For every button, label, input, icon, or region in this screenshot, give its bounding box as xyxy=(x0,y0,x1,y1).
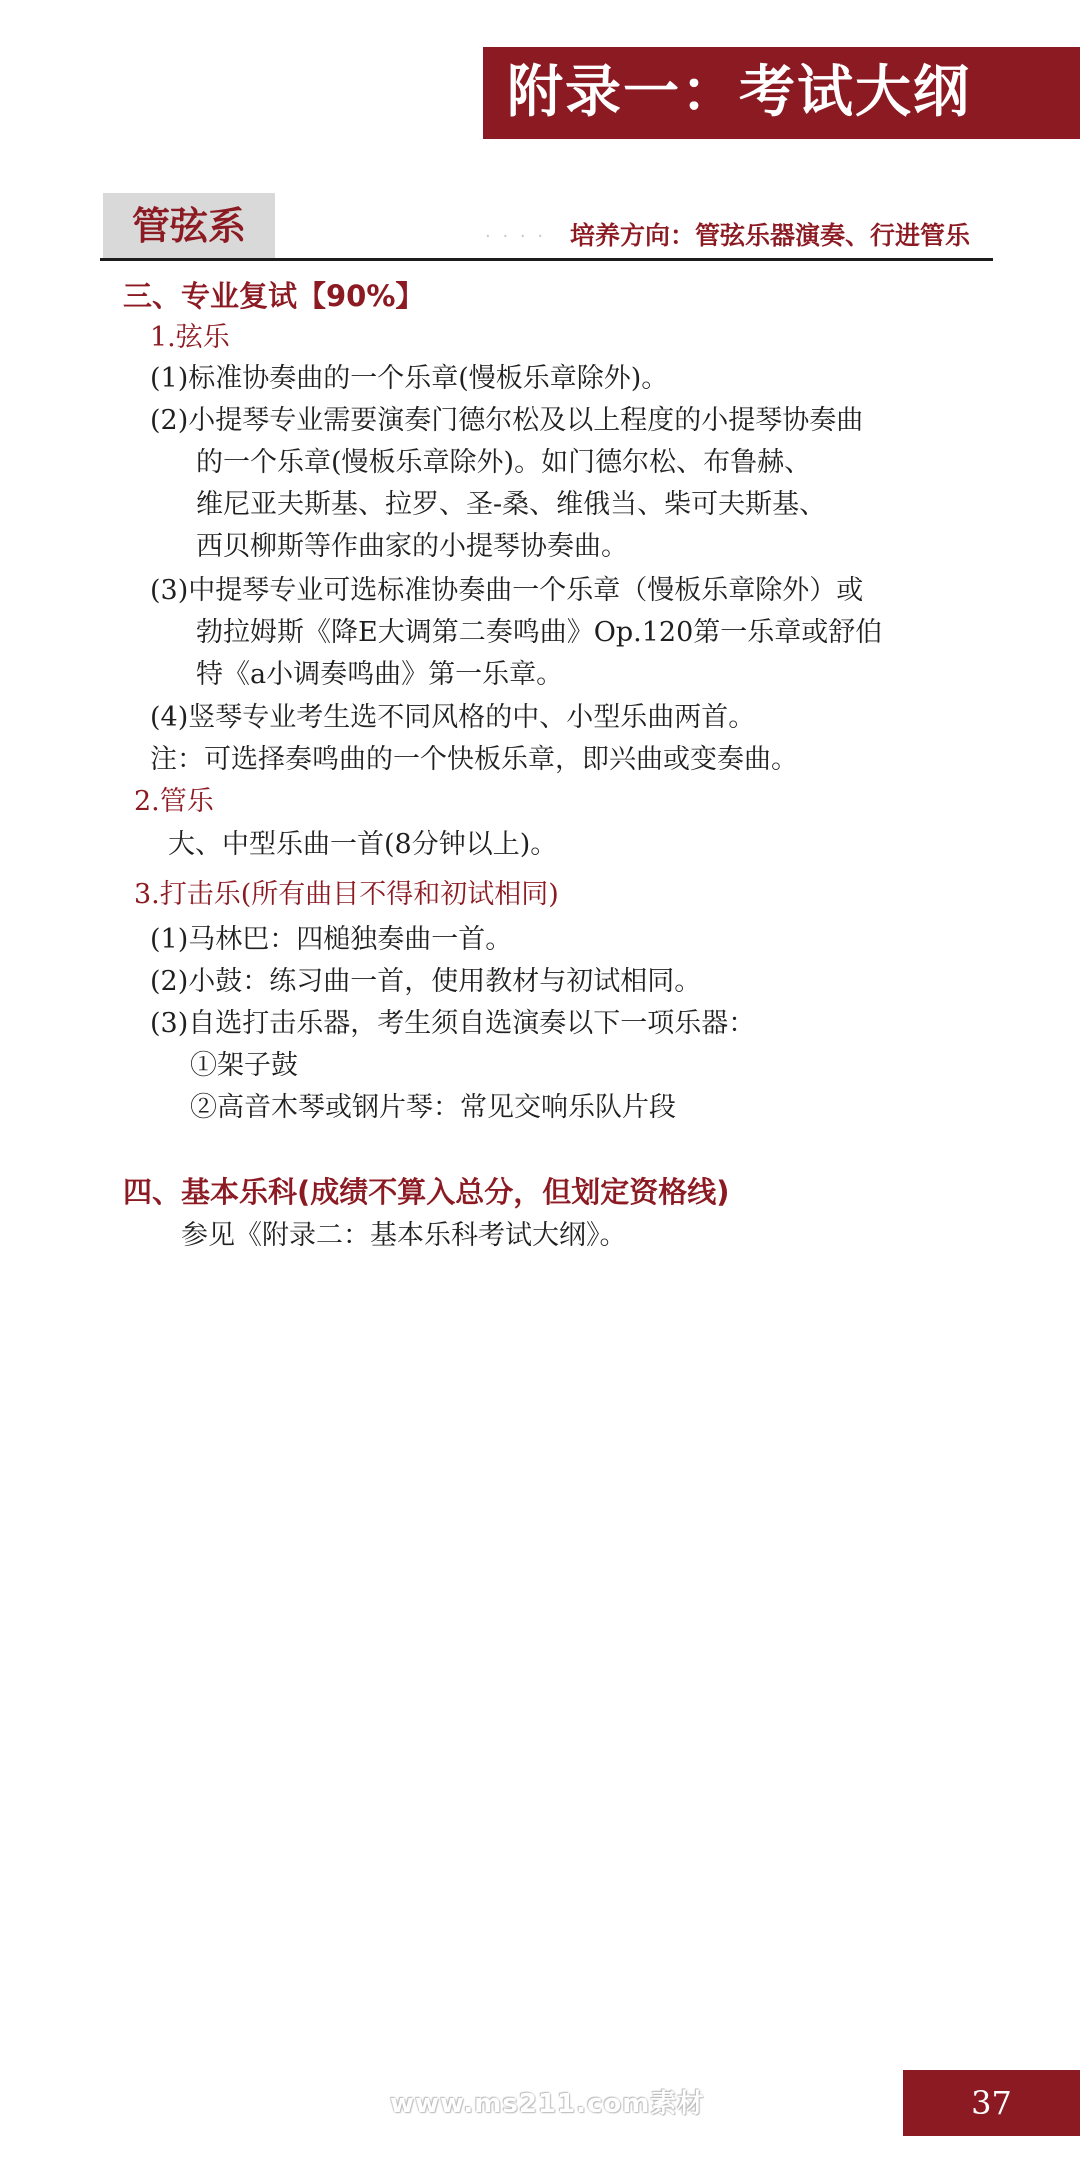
section3-heading: 三、专业复试【90%】 xyxy=(123,279,425,313)
section4-heading: 四、基本乐科(成绩不算入总分，但划定资格线) xyxy=(123,1175,730,1209)
percussion-item-3-b: ②高音木琴或钢片琴：常见交响乐队片段 xyxy=(190,1092,676,1123)
strings-item-2-line-1: (2)小提琴专业需要演奏门德尔松及以上程度的小提琴协奏曲 xyxy=(150,405,864,436)
strings-item-4: (4)竖琴专业考生选不同风格的中、小型乐曲两首。 xyxy=(150,702,756,733)
strings-item-1: (1)标准协奏曲的一个乐章(慢板乐章除外)。 xyxy=(150,363,669,394)
strings-item-2-line-4: 西贝柳斯等作曲家的小提琴协奏曲。 xyxy=(196,531,628,562)
strings-item-2-line-2: 的一个乐章(慢板乐章除外)。如门德尔松、布鲁赫、 xyxy=(196,447,812,478)
strings-note: 注：可选择奏鸣曲的一个快板乐章，即兴曲或变奏曲。 xyxy=(150,744,798,775)
training-direction: 培养方向：管弦乐器演奏、行进管乐 xyxy=(569,221,970,250)
strings-item-3-line-2: 勃拉姆斯《降E大调第二奏鸣曲》Op.120第一乐章或舒伯 xyxy=(196,617,883,648)
department-label: 管弦系 xyxy=(103,193,275,259)
section4-reference: 参见《附录二：基本乐科考试大纲》。 xyxy=(181,1220,627,1251)
decorative-dots: · · · · xyxy=(485,226,547,247)
percussion-item-2: (2)小鼓：练习曲一首，使用教材与初试相同。 xyxy=(150,966,702,997)
winds-item-1: 大、中型乐曲一首(8分钟以上)。 xyxy=(168,829,558,860)
header-divider xyxy=(100,258,993,261)
page-number: 37 xyxy=(903,2070,1080,2136)
percussion-title: 3.打击乐(所有曲目不得和初试相同) xyxy=(134,879,559,910)
strings-item-3-line-3: 特《a小调奏鸣曲》第一乐章。 xyxy=(196,659,564,690)
winds-title: 2.管乐 xyxy=(134,786,214,817)
strings-item-3-line-1: (3)中提琴专业可选标准协奏曲一个乐章（慢板乐章除外）或 xyxy=(150,575,864,606)
appendix-title-banner: 附录一：考试大纲 xyxy=(483,47,1080,139)
site-watermark: www.ms211.com素材 xyxy=(390,2089,705,2119)
percussion-item-1: (1)马林巴：四槌独奏曲一首。 xyxy=(150,924,513,955)
strings-title: 1.弦乐 xyxy=(150,322,230,353)
percussion-item-3: (3)自选打击乐器，考生须自选演奏以下一项乐器： xyxy=(150,1008,756,1039)
percussion-item-3-a: ①架子鼓 xyxy=(190,1050,298,1081)
strings-item-2-line-3: 维尼亚夫斯基、拉罗、圣-桑、维俄当、柴可夫斯基、 xyxy=(196,489,827,520)
